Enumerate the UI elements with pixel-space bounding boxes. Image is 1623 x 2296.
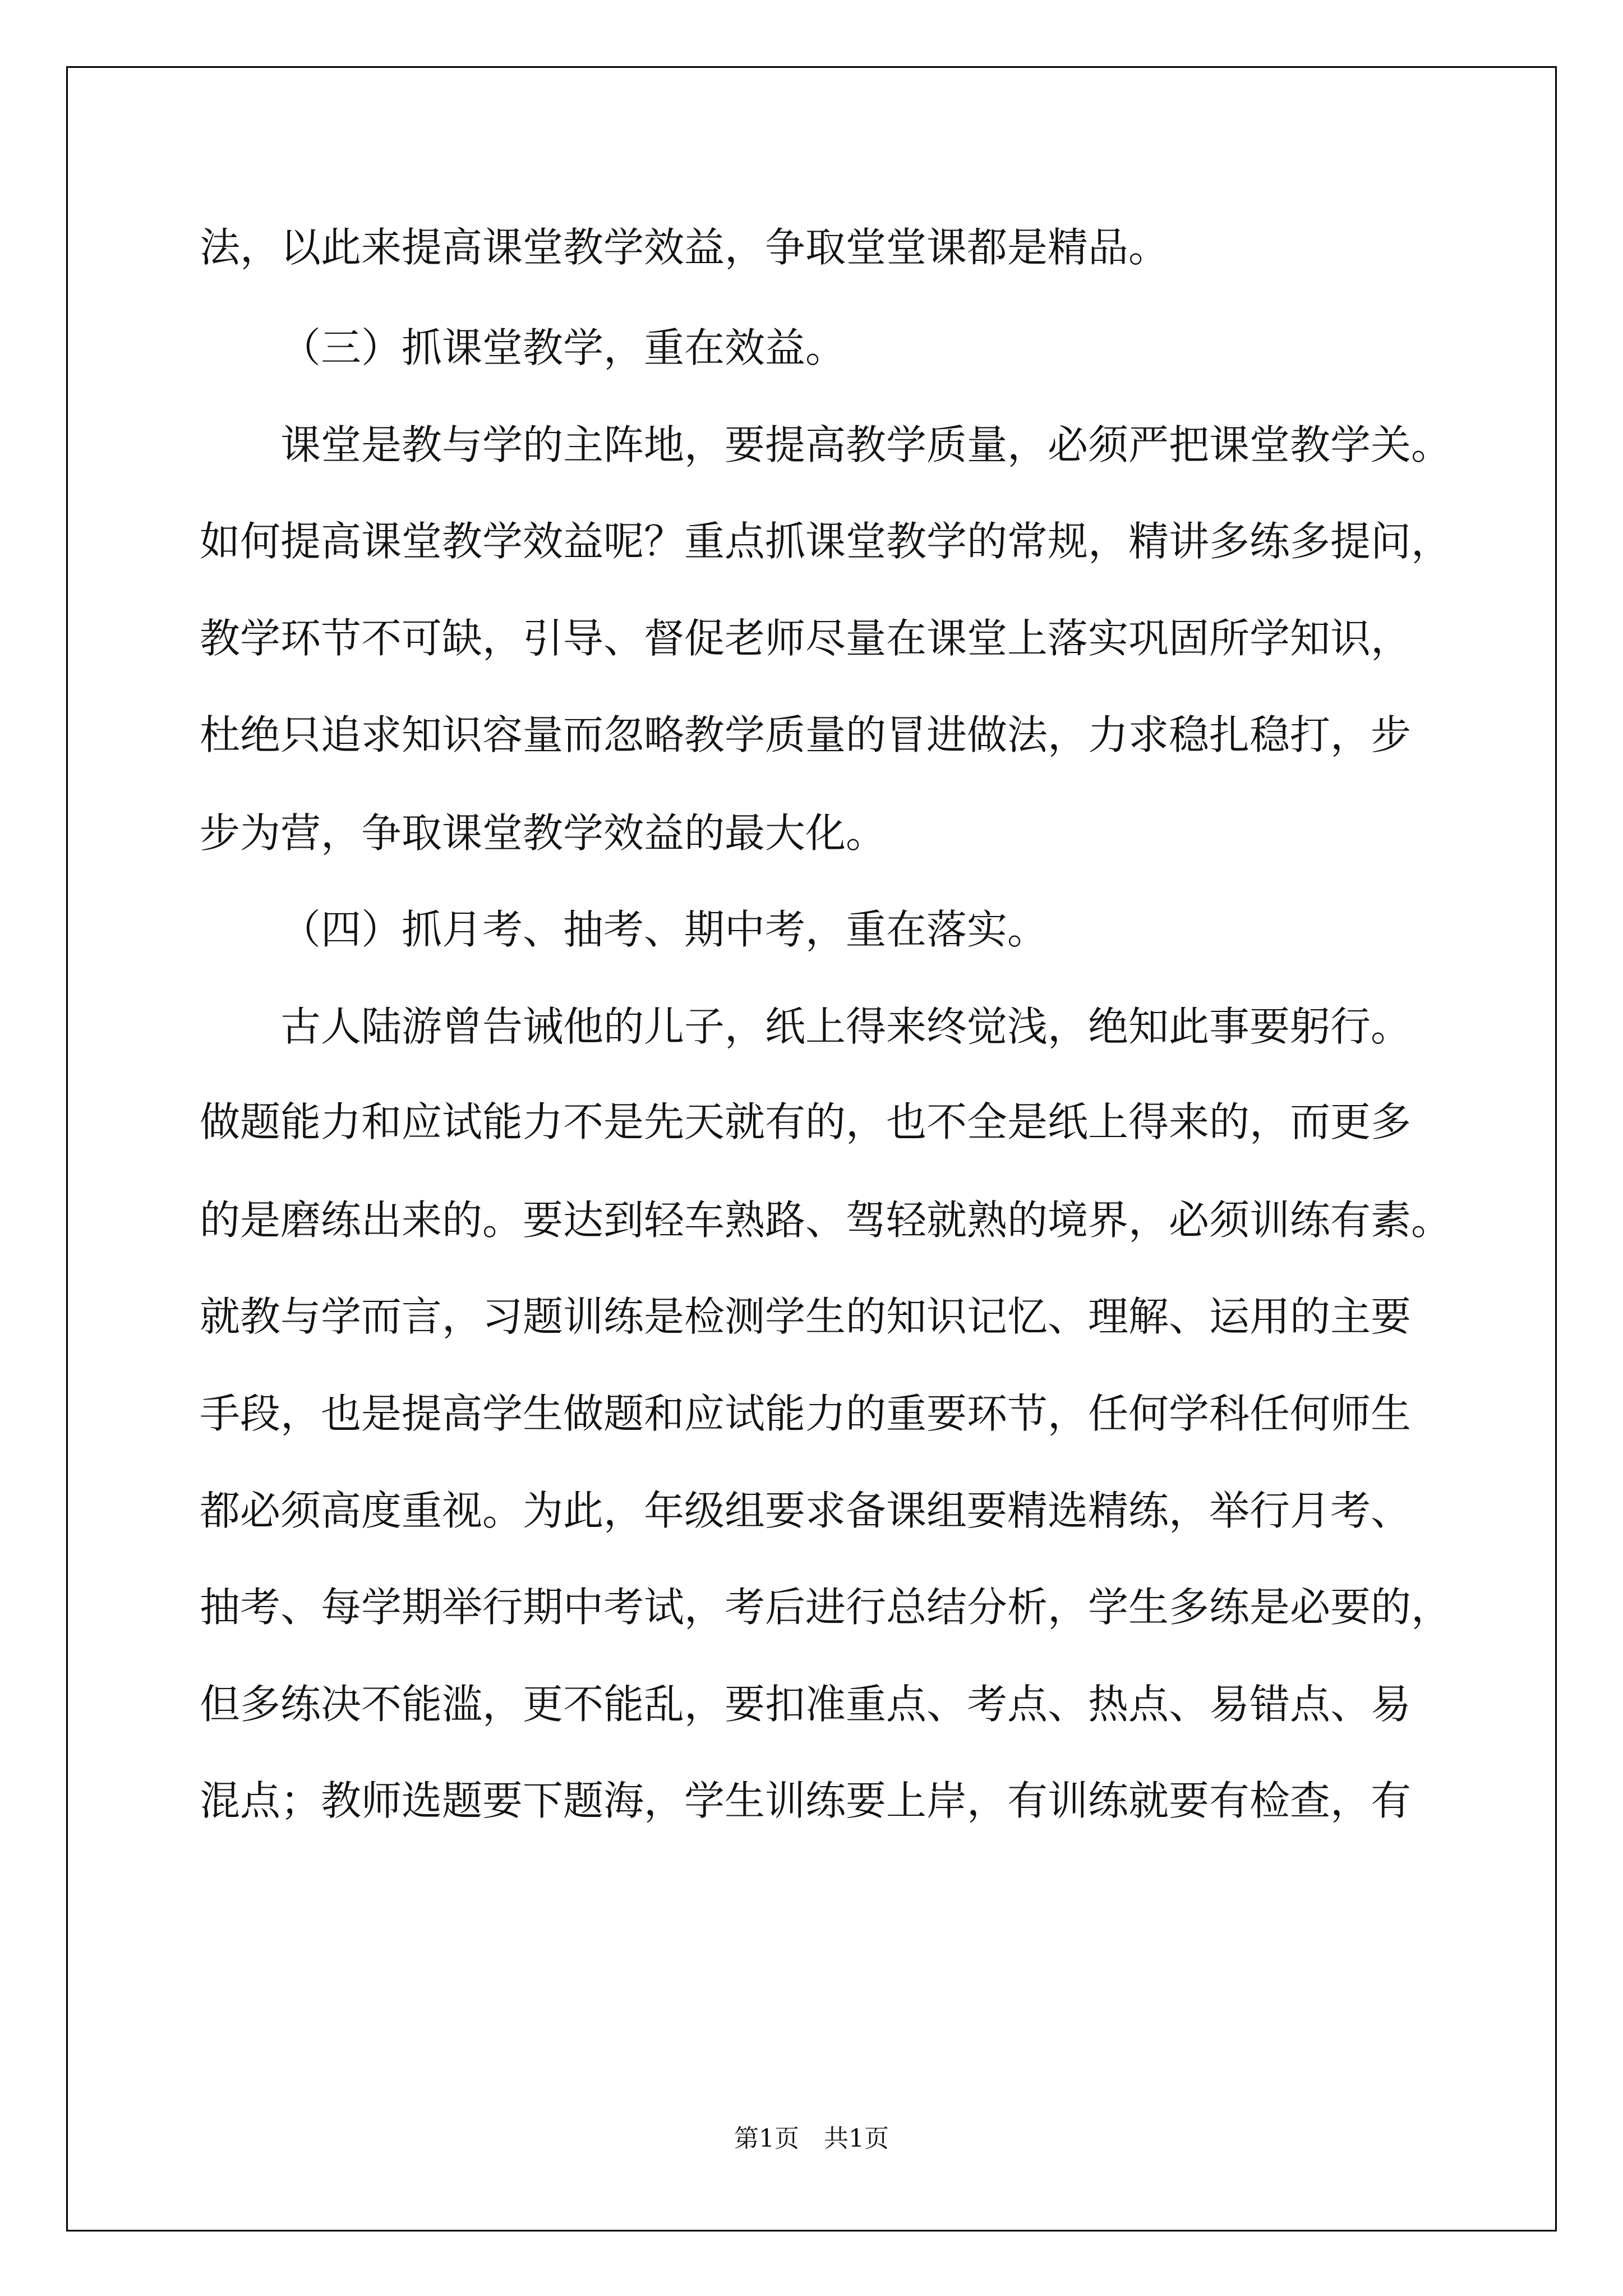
text-line: 混点；教师选题要下题海，学生训练要上岸，有训练就要有检查，有	[200, 1777, 1412, 1824]
page-number-footer: 第1页 共1页	[734, 2124, 889, 2153]
text-line: 抽考、每学期举行期中考试，考后进行总结分析，学生多练是必要的，	[200, 1584, 1452, 1631]
text-line: 手段，也是提高学生做题和应试能力的重要环节，任何学科任何师生	[200, 1390, 1412, 1437]
text-line: 的是磨练出来的。要达到轻车熟路、驾轻就熟的境界，必须训练有素。	[200, 1197, 1452, 1244]
text-line: 都必须高度重视。为此，年级组要求备课组要精选精练，举行月考、	[200, 1487, 1412, 1534]
text-line: 就教与学而言，习题训练是检测学生的知识记忆、理解、运用的主要	[200, 1293, 1412, 1340]
text-line: 法，以此来提高课堂教学效益，争取堂堂课都是精品。	[200, 224, 1169, 271]
text-line: 做题能力和应试能力不是先天就有的，也不全是纸上得来的，而更多	[200, 1098, 1412, 1145]
text-line: 杜绝只追求知识容量而忽略教学质量的冒进做法，力求稳扎稳打，步	[200, 711, 1412, 758]
section-heading: （四）抓月考、抽考、期中考，重在落实。	[280, 906, 1048, 953]
text-line: 但多练决不能滥，更不能乱，要扣准重点、考点、热点、易错点、易	[200, 1681, 1412, 1728]
text-line: 步为营，争取课堂教学效益的最大化。	[200, 809, 887, 857]
text-line: 教学环节不可缺，引导、督促老师尽量在课堂上落实巩固所学知识，	[200, 615, 1412, 662]
section-heading: （三）抓课堂教学，重在效益。	[280, 324, 846, 371]
paragraph-first-line: 课堂是教与学的主阵地，要提高教学质量，必须严把课堂教学关。	[280, 421, 1452, 468]
text-line: 如何提高课堂教学效益呢？重点抓课堂教学的常规，精讲多练多提问，	[200, 518, 1452, 565]
paragraph-first-line: 古人陆游曾告诫他的儿子，纸上得来终觉浅，绝知此事要躬行。	[280, 1003, 1412, 1050]
